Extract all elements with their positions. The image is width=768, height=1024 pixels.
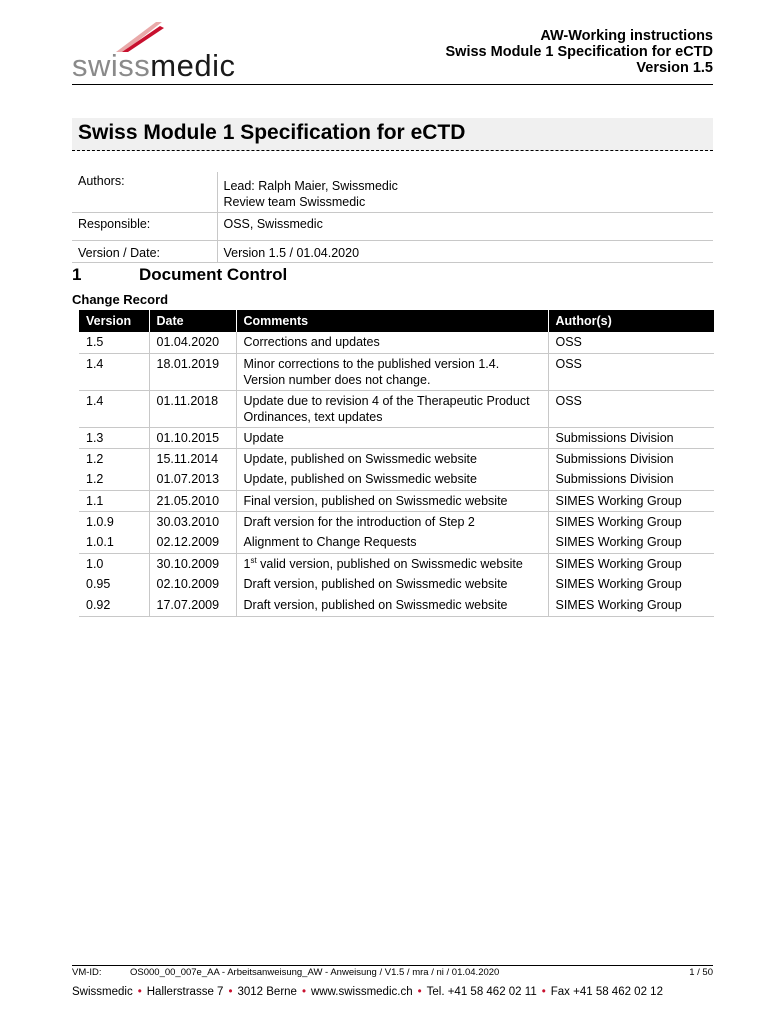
row-version: 1.5 bbox=[86, 335, 104, 349]
document-title: Swiss Module 1 Specification for eCTD bbox=[78, 121, 466, 144]
row-version: 0.92 bbox=[79, 595, 149, 616]
row-comment: Draft version, published on Swissmedic website bbox=[236, 574, 548, 595]
row-author: Submissions Division bbox=[548, 448, 714, 469]
row-author: Submissions Division bbox=[548, 469, 714, 490]
row-date: 15.11.2014 bbox=[149, 448, 236, 469]
row-date: 02.10.2009 bbox=[149, 574, 236, 595]
row-author: OSS bbox=[548, 390, 714, 427]
footer-org: Swissmedic bbox=[72, 986, 133, 998]
authors-review: Review team Swissmedic bbox=[223, 195, 366, 209]
section-title: Document Control bbox=[139, 265, 288, 284]
header-line-3: Version 1.5 bbox=[636, 60, 713, 76]
row-date: 01.04.2020 bbox=[149, 332, 236, 353]
header-line-2: Swiss Module 1 Specification for eCTD bbox=[445, 44, 713, 60]
footer-separator: • bbox=[541, 986, 546, 998]
row-date: 17.07.2009 bbox=[149, 595, 236, 616]
footer-fax: Fax +41 58 462 02 12 bbox=[550, 986, 663, 998]
row-comment: Update due to revision 4 of the Therapeutic Product Ordinances, text updates bbox=[236, 390, 548, 427]
table-row bbox=[79, 595, 714, 616]
swissmedic-logo bbox=[72, 22, 262, 84]
row-author: SIMES Working Group bbox=[548, 490, 714, 511]
row-comment bbox=[236, 553, 548, 574]
row-author: SIMES Working Group bbox=[548, 574, 714, 595]
footer-address bbox=[72, 986, 663, 998]
logo-medic-text: medic bbox=[150, 48, 236, 83]
row-author: SIMES Working Group bbox=[548, 553, 714, 574]
row-date: 18.01.2019 bbox=[149, 353, 236, 390]
footer-street: Hallerstrasse 7 bbox=[146, 986, 224, 998]
table-row bbox=[79, 390, 714, 427]
row-comment-superscript: st bbox=[250, 555, 257, 565]
row-comment: Corrections and updates bbox=[236, 332, 548, 353]
logo-swiss-text: swiss bbox=[72, 48, 151, 83]
table-row bbox=[79, 469, 714, 490]
row-version: 1.4 bbox=[79, 353, 149, 390]
meta-row-authors bbox=[72, 172, 713, 212]
table-row bbox=[79, 490, 714, 511]
footer-separator: • bbox=[137, 986, 142, 998]
header-divider bbox=[72, 84, 713, 85]
meta-row-responsible bbox=[72, 212, 713, 240]
footer-website-link[interactable]: www.swissmedic.ch bbox=[310, 986, 413, 998]
responsible-label: Responsible: bbox=[72, 212, 217, 240]
table-row bbox=[79, 532, 714, 553]
row-comment: Update, published on Swissmedic website bbox=[236, 469, 548, 490]
table-row bbox=[79, 448, 714, 469]
footer-separator: • bbox=[301, 986, 306, 998]
row-version: 1.0.9 bbox=[79, 511, 149, 532]
row-comment: Minor corrections to the published version 1.4. Version number does not change. bbox=[236, 353, 548, 390]
change-record-table bbox=[79, 310, 714, 617]
table-row bbox=[79, 353, 714, 390]
row-date: 01.11.2018 bbox=[149, 390, 236, 427]
row-author: SIMES Working Group bbox=[548, 595, 714, 616]
row-author: Submissions Division bbox=[548, 427, 714, 448]
page-number: 1 / 50 bbox=[689, 967, 713, 978]
row-date: 30.03.2010 bbox=[149, 511, 236, 532]
row-date: 30.10.2009 bbox=[149, 553, 236, 574]
row-date: 21.05.2010 bbox=[149, 490, 236, 511]
row-author: OSS bbox=[548, 353, 714, 390]
change-record-title: Change Record bbox=[72, 292, 169, 307]
section-number: 1 bbox=[72, 265, 82, 284]
footer-divider bbox=[72, 965, 713, 966]
version-label: Version / Date: bbox=[72, 240, 217, 262]
footer-separator: • bbox=[417, 986, 422, 998]
table-row bbox=[79, 511, 714, 532]
table-header-row bbox=[79, 310, 714, 332]
row-comment: Draft version for the introduction of Step 2 bbox=[236, 511, 548, 532]
row-version: 1.3 bbox=[79, 427, 149, 448]
authors-lead: Lead: Ralph Maier, Swissmedic bbox=[223, 179, 398, 193]
row-version: 1.1 bbox=[79, 490, 149, 511]
responsible-value: OSS, Swissmedic bbox=[217, 212, 713, 240]
row-author: SIMES Working Group bbox=[548, 532, 714, 553]
footer-city: 3012 Berne bbox=[237, 986, 297, 998]
table-row bbox=[79, 332, 714, 353]
section-heading bbox=[72, 265, 287, 285]
column-header-comments: Comments bbox=[236, 310, 548, 332]
row-date: 01.07.2013 bbox=[149, 469, 236, 490]
row-comment-rest: valid version, published on Swissmedic website bbox=[256, 556, 523, 571]
meta-row-version bbox=[72, 240, 713, 262]
row-author: SIMES Working Group bbox=[548, 511, 714, 532]
vm-id-label: VM-ID: bbox=[72, 967, 102, 978]
row-comment: Draft version, published on Swissmedic website bbox=[236, 595, 548, 616]
table-row bbox=[79, 553, 714, 574]
row-version: 1.0.1 bbox=[86, 535, 114, 549]
table-row bbox=[79, 427, 714, 448]
row-comment: Alignment to Change Requests bbox=[236, 532, 548, 553]
footer-separator: • bbox=[228, 986, 233, 998]
row-version: 1.4 bbox=[79, 390, 149, 427]
row-date: 02.12.2009 bbox=[149, 532, 236, 553]
row-comment: Final version, published on Swissmedic website bbox=[236, 490, 548, 511]
authors-label: Authors: bbox=[72, 172, 217, 212]
row-date: 01.10.2015 bbox=[149, 427, 236, 448]
version-value: Version 1.5 / 01.04.2020 bbox=[217, 240, 713, 262]
row-author: OSS bbox=[548, 332, 714, 353]
footer-phone: Tel. +41 58 462 02 11 bbox=[426, 986, 537, 998]
row-comment: Update bbox=[236, 427, 548, 448]
table-row bbox=[79, 574, 714, 595]
header-block bbox=[446, 28, 714, 76]
row-comment: Update, published on Swissmedic website bbox=[236, 448, 548, 469]
vm-id-value: OS000_00_007e_AA - Arbeitsanweisung_AW - Anweisung / V1.5 / mra / ni / 01.04.2020 bbox=[130, 967, 500, 978]
title-box bbox=[72, 118, 713, 151]
column-header-date: Date bbox=[149, 310, 236, 332]
column-header-authors: Author(s) bbox=[548, 310, 714, 332]
document-meta-table bbox=[72, 172, 713, 263]
row-version: 0.95 bbox=[86, 577, 111, 591]
row-version: 1.2 bbox=[79, 448, 149, 469]
header-line-1: AW-Working instructions bbox=[540, 28, 713, 44]
column-header-version: Version bbox=[79, 310, 149, 332]
row-version: 1.0 bbox=[79, 553, 149, 574]
row-comment-prefix: 1 bbox=[243, 556, 251, 571]
authors-value bbox=[217, 172, 713, 212]
row-version: 1.2 bbox=[86, 472, 104, 486]
